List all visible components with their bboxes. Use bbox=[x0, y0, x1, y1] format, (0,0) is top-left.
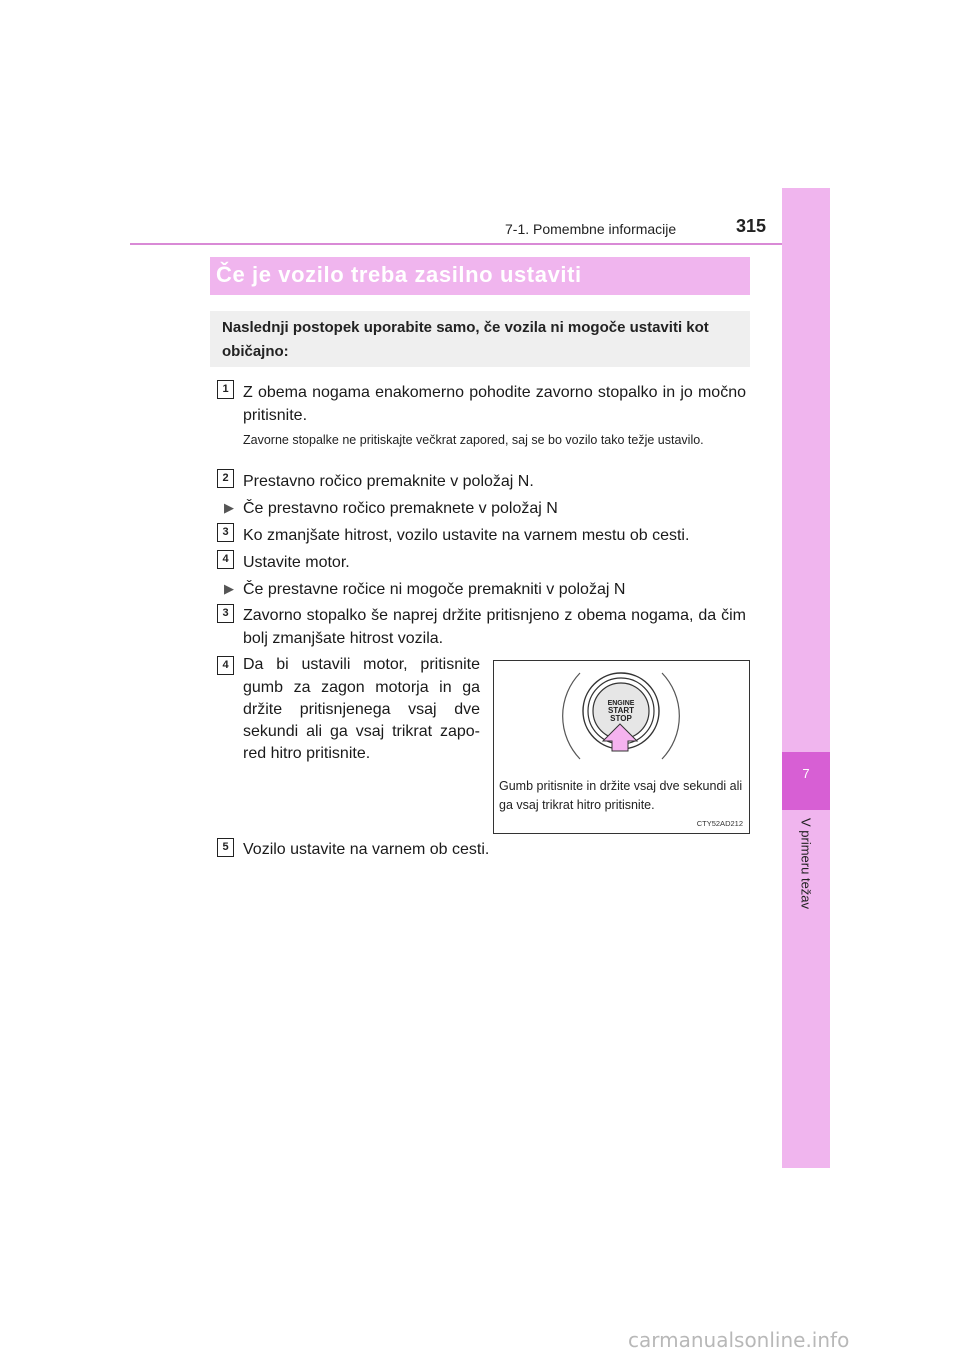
chapter-side-tab bbox=[782, 188, 830, 1168]
condition-arrow-icon: ▶ bbox=[224, 500, 234, 515]
condition-text: Če prestavne ročice ni mogoče premakniti v položaj N bbox=[243, 581, 626, 598]
button-text-engine: ENGINE bbox=[607, 700, 635, 707]
motion-arc-left bbox=[563, 673, 580, 759]
step-text-line: držite pritisnjenega vsaj dve bbox=[243, 701, 480, 718]
chapter-label: V primeru težav bbox=[798, 818, 814, 910]
step-number-box: 1 bbox=[217, 380, 234, 399]
step-text-line: red hitro pritisnite. bbox=[243, 745, 371, 762]
step-number-box: 3 bbox=[217, 523, 234, 542]
motion-arc-right bbox=[662, 673, 679, 759]
step-note: Zavorne stopalke ne pritiskajte večkrat zapored, saj se bo vozilo tako težje ustavilo. bbox=[243, 433, 704, 447]
header-divider bbox=[130, 243, 830, 245]
engine-switch-figure bbox=[493, 660, 750, 834]
step-number-box: 4 bbox=[217, 656, 234, 675]
step-text-line: gumb za zagon motorja in ga bbox=[243, 679, 480, 696]
condition-text: Če prestavno ročico premaknete v položaj N bbox=[243, 500, 558, 517]
watermark: carmanualsonline.info bbox=[628, 1328, 850, 1352]
step-text: Prestavno ročico premaknite v položaj N. bbox=[243, 473, 534, 490]
step-text: Zavorno stopalko še naprej držite pritisnjeno z obema nogama, da čim bolj zmanjšate hitrost vozila. bbox=[243, 607, 746, 647]
step-number-box: 3 bbox=[217, 604, 234, 623]
step-text: Z obema nogama enakomerno pohodite zavorno stopalko in jo močno pritisnite. bbox=[243, 384, 746, 424]
page-number: 315 bbox=[736, 216, 767, 236]
step-number-box: 2 bbox=[217, 469, 234, 488]
step-text: Ustavite motor. bbox=[243, 554, 350, 571]
step-text-line: Da bi ustavili motor, pritisnite bbox=[243, 656, 480, 673]
step-text: Vozilo ustavite na varnem ob cesti. bbox=[243, 841, 490, 858]
condition-arrow-icon: ▶ bbox=[224, 581, 234, 596]
step-number-box: 4 bbox=[217, 550, 234, 569]
figure-caption: Gumb pritisnite in držite vsaj dve sekundi ali ga vsaj trikrat hitro pritisnite. bbox=[499, 779, 743, 812]
section-header: 7-1. Pomembne informacije bbox=[505, 221, 677, 237]
figure-code: CTY52AD212 bbox=[696, 819, 743, 828]
chapter-number-box bbox=[782, 752, 830, 810]
step-number-box: 5 bbox=[217, 838, 234, 857]
button-text-start: START bbox=[607, 706, 635, 715]
section-title: Če je vozilo treba zasilno ustaviti bbox=[216, 262, 582, 287]
chapter-number: 7 bbox=[802, 766, 810, 781]
step-text: Ko zmanjšate hitrost, vozilo ustavite na varnem mestu ob cesti. bbox=[243, 527, 690, 544]
button-text-stop: STOP bbox=[610, 714, 632, 723]
intro-text: Naslednji postopek uporabite samo, če vozila ni mogoče ustaviti kot običajno: bbox=[222, 319, 709, 360]
step-text-line: sekundi ali ga vsaj trikrat zapo- bbox=[243, 723, 480, 740]
